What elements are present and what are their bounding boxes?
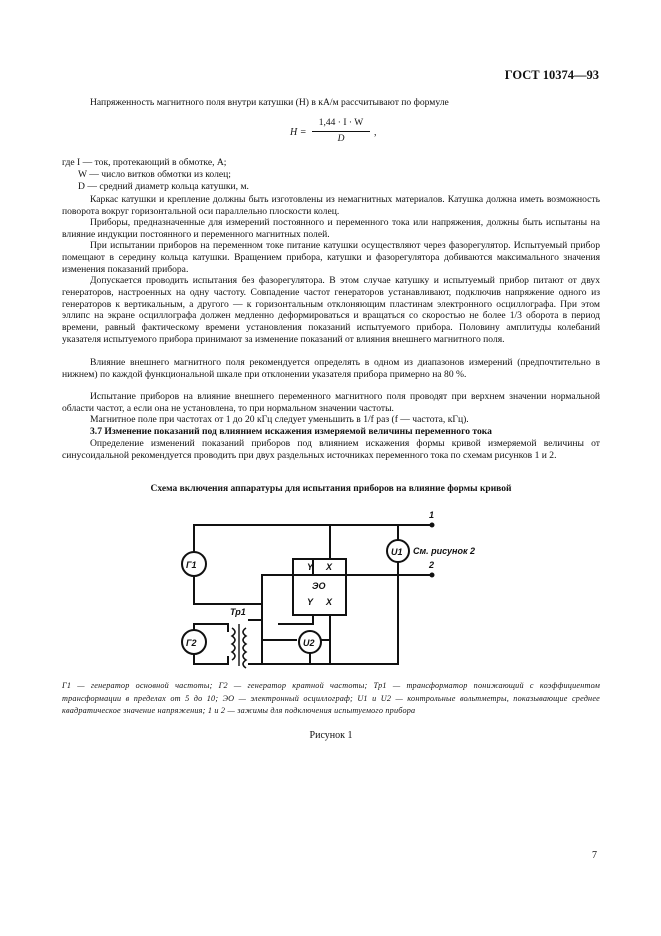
see-figure-2-label: См. рисунок 2 xyxy=(413,546,476,556)
eo-x-top: X xyxy=(326,562,333,572)
paragraph-formula-intro: Напряженность магнитного поля внутри катушки (H) в кА/м рассчитывают по формуле xyxy=(90,97,449,108)
paragraph-distortion: Определение изменений показаний приборов под влиянием искажения формы кривой измеряемой величины от синусоидальной рекомендуется проводить при двух раздельных источниках переменного тока по схемам рисунков 1 и 2. xyxy=(62,438,600,461)
paragraph-field-reduction: Магнитное поле при частотах от 1 до 20 кГц следует уменьшить в 1/f раз (f — частота, кГц). xyxy=(90,414,469,425)
formula-numerator: 1,44 · I · W xyxy=(318,118,364,128)
figure-label: Рисунок 1 xyxy=(309,730,353,741)
eo-label: ЭО xyxy=(312,581,326,591)
paragraph-range: Влияние внешнего магнитного поля рекомендуется определять в одном из диапазонов измерений (предпочтительно в нижнем) по каждой функциональной шкале при отклонении указателя прибора примерно на 80 %. xyxy=(62,357,600,380)
eo-y-bottom: Y xyxy=(307,597,314,607)
paragraph-frame: Каркас катушки и крепление должны быть изготовлены из немагнитных материалов. Катушка должна иметь возможность поворота вокруг горизонтальной оси параллельно плоскости колец. xyxy=(62,194,600,217)
section-heading-3-7: 3.7 Изменение показаний под влиянием искажения измеряемой величины переменного тока xyxy=(90,426,492,437)
page-number: 7 xyxy=(592,850,597,861)
document-header: ГОСТ 10374—93 xyxy=(504,68,599,82)
tr1-label: Тр1 xyxy=(230,607,246,617)
where-line-2: W — число витков обмотки из колец; xyxy=(78,169,231,180)
formula-suffix: , xyxy=(374,127,377,138)
paragraph-ac-testing: При испытании приборов на переменном токе питание катушки осуществляют через фазорегулятор. Испытуемый прибор помещают в середину кольца катушки. Вращением прибора, катушки и фазорегулятора добиваются максимального значения изменения показаний прибора. xyxy=(62,240,600,275)
paragraph-frequency: Испытание приборов на влияние внешнего переменного магнитного поля проводят при верхнем значении нормальной области частот, а если она не установлена, то при нормальном значении частоты. xyxy=(62,391,600,414)
where-line-1: где I — ток, протекающий в обмотке, А; xyxy=(62,157,227,168)
paragraph-generators: Допускается проводить испытания без фазорегулятора. В этом случае катушку и испытуемый прибор питают от двух генераторов, настроенных на одну частоту. Совпадение частот генераторов устанавливают, подключив напряжение одного из генераторов к вертикальным, а другого — к горизонтальным отклоняющим пластинам электронного осциллографа. При этом эллипс на экране осциллографа должен медленно деформироваться и вращаться со скоростью не более 1/3 оборота в период времени, равный фактическому времени установления показаний испытуемого прибора. Половину амплитуды колебаний указателя испытуемого прибора принимают за изменение показаний от влияния внешнего магнитного поля. xyxy=(62,275,600,345)
u2-label: U2 xyxy=(303,638,315,648)
eo-x-bottom: X xyxy=(326,597,333,607)
u1-label: U1 xyxy=(391,547,403,557)
paragraph-instruments: Приборы, предназначенные для измерений постоянного и переменного тока или напряжения, должны быть испытаны на влияние индукции постоянного и переменного магнитных полей. xyxy=(62,217,600,240)
g1-label: Г1 xyxy=(186,560,197,570)
terminal-2-label: 2 xyxy=(429,560,435,570)
figure-caption: Г1 — генератор основной частоты; Г2 — генератор кратной частоты; Тр1 — трансформатор понижающий с коэффициентом трансформации в пределах от 5 до 10; ЭО — электронный осциллограф; U1 и U2 — контрольные вольтметры, показывающие среднее квадратическое значение напряжения; 1 и 2 — зажимы для подключения испытуемого прибора xyxy=(62,681,600,715)
g2-label: Г2 xyxy=(186,638,197,648)
formula-lhs: H = xyxy=(290,127,307,138)
figure-title: Схема включения аппаратуры для испытания приборов на влияние формы кривой xyxy=(150,484,512,494)
formula-denominator: D xyxy=(337,134,345,144)
where-line-3: D — средний диаметр кольца катушки, м. xyxy=(78,181,249,192)
terminal-1-label: 1 xyxy=(429,510,435,520)
eo-y-top: Y xyxy=(307,562,314,572)
